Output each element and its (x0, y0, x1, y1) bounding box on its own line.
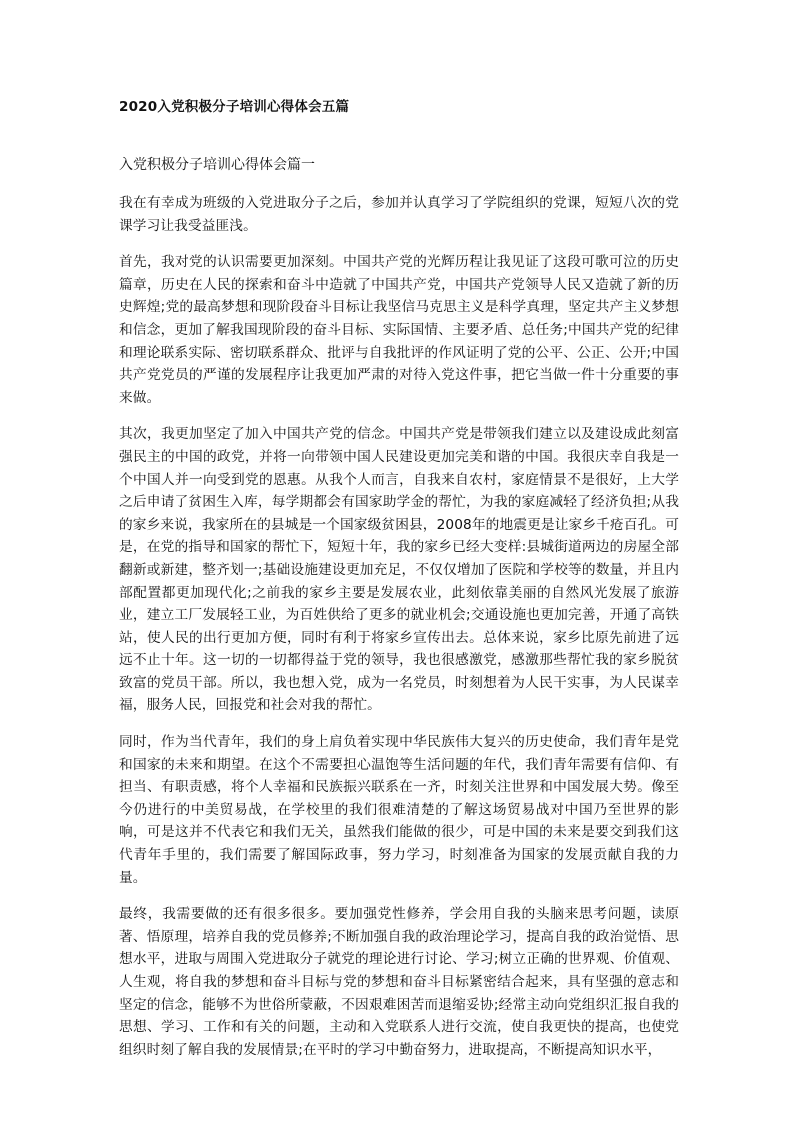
paragraph-2: 首先，我对党的认识需要更加深刻。中国共产党的光辉历程让我见证了这段可歌可泣的历史篇章，历史在人民的探索和奋斗中造就了中国共产党，中国共产党领导人民又造就了新的历史辉煌;党的最高梦想和现阶段奋斗目标让我坚信马克思主义是科学真理，坚定共产主义梦想和信念，更加了解我国现阶段的奋斗目标、实际国情、主要矛盾、总任务;中国共产党的纪律和理论联系实际、密切联系群众、批评与自我批评的作风证明了党的公平、公正、公开;中国共产党党员的严谨的发展程序让我更加严肃的对待入党这件事，把它当做一件十分重要的事来做。 (119, 254, 679, 406)
document-title: 2020入党积极分子培训心得体会五篇 (119, 99, 350, 115)
paragraph-5: 最终，我需要做的还有很多很多。要加强党性修养，学会用自我的头脑来思考问题，读原著、悟原理，培养自我的党员修养;不断加强自我的政治理论学习，提高自我的政治觉悟、思想水平，进取与周围入党进取分子就党的理论进行讨论、学习;树立正确的世界观、价值观、人生观，将自我的梦想和奋斗目标与党的梦想和奋斗目标紧密结合起来，具有坚强的意志和坚定的信念，能够不为世俗所蒙蔽，不因艰难困苦而退缩妥协;经常主动向党组织汇报自我的思想、学习、工作和有关的问题，主动和入党联系人进行交流，使自我更快的提高，也使党组织时刻了解自我的发展情景;在平时的学习中勤奋努力，进取提高，不断提高知识水平， (119, 906, 679, 1058)
document-page (119, 96, 679, 1061)
paragraph-1: 我在有幸成为班级的入党进取分子之后，参加并认真学习了学院组织的党课，短短八次的党课学习让我受益匪浅。 (119, 195, 679, 234)
section-title: 入党积极分子培训心得体会篇一 (119, 157, 315, 173)
paragraph-4: 同时，作为当代青年，我们的身上肩负着实现中华民族伟大复兴的历史使命，我们青年是党和国家的未来和期望。在这个不需要担心温饱等生活问题的年代，我们青年需要有信仰、有担当、有职责感，将个人幸福和民族振兴联系在一齐，时刻关注世界和中国发展大势。像至今仍进行的中美贸易战，在学校里的我们很难清楚的了解这场贸易战对中国乃至世界的影响，可是这并不代表它和我们无关，虽然我们能做的很少，可是中国的未来是要交到我们这代青年手里的，我们需要了解国际政事，努力学习，时刻准备为国家的发展贡献自我的力量。 (119, 734, 679, 886)
paragraph-3: 其次，我更加坚定了加入中国共产党的信念。中国共产党是带领我们建立以及建设成此刻富强民主的中国的政党，并将一向带领中国人民建设更加完美和谐的中国。我很庆幸自我是一个中国人并一向受到党的恩惠。从我个人而言，自我来自农村，家庭情景不是很好，上大学之后申请了贫困生入库，每学期都会有国家助学金的帮忙，为我的家庭减轻了经济负担;从我的家乡来说，我家所在的县城是一个国家级贫困县，2008年的地震更是让家乡千疮百孔。可是，在党的指导和国家的帮忙下，短短十年，我的家乡已经大变样:县城街道两边的房屋全部翻新或新建，整齐划一;基础设施建设更加充足，不仅仅增加了医院和学校等的数量，并且内部配置都更加现代化;之前我的家乡主要是发展农业，此刻依靠美丽的自然风光发展了旅游业，建立工厂发展轻工业，为百姓供给了更多的就业机会;交通设施也更加完善，开通了高铁站，使人民的出行更加方便，同时有利于将家乡宣传出去。总体来说，家乡比原先前进了远远不止十年。这一切的一切都得益于党的领导，我也很感激党，感激那些帮忙我的家乡脱贫致富的党员干部。所以，我也想入党，成为一名党员，时刻想着为人民干实事，为人民谋幸福，服务人民，回报党和社会对我的帮忙。 (119, 426, 679, 714)
